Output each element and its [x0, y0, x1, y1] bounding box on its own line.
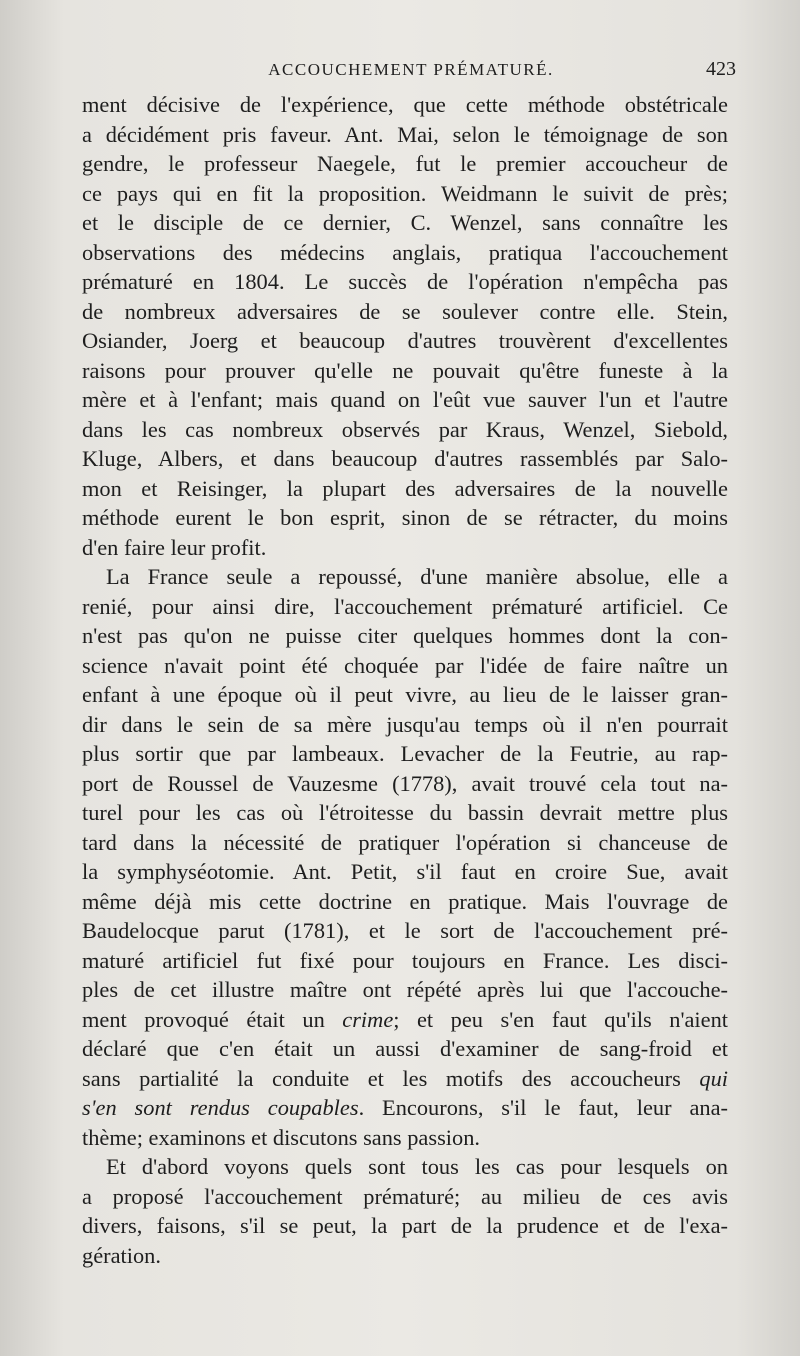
- italic-text: qui: [699, 1065, 728, 1091]
- text-line: d'en faire leur profit.: [82, 534, 267, 560]
- text-line: tard dans la nécessité de pratiquer l'opération si chanceuse de: [82, 829, 728, 855]
- text-line: sans partialité la conduite et les motifs des accoucheurs qui: [82, 1065, 728, 1091]
- text-line: maturé artificiel fut fixé pour toujours en France. Les disci-: [82, 947, 728, 973]
- text-line: et le disciple de ce dernier, C. Wenzel, sans connaître les: [82, 210, 728, 235]
- text-line: Baudelocque parut (1781), et le sort de l'accouchement pré-: [82, 918, 728, 943]
- text-line: a proposé l'accouchement prématuré; au milieu de ces avis: [82, 1183, 728, 1209]
- text-line: observations des médecins anglais, pratiqua l'accouchement: [82, 239, 728, 265]
- text-line: gendre, le professeur Naegele, fut le premier accoucheur de: [82, 151, 728, 176]
- text-line: port de Roussel de Vauzesme (1778), avait trouvé cela tout na-: [82, 770, 728, 796]
- page-number: 423: [706, 58, 736, 80]
- text-line: mère et à l'enfant; mais quand on l'eût vue sauver l'un et l'autre: [82, 387, 728, 412]
- text-line: enfant à une époque où il peut vivre, au lieu de le laisser gran-: [82, 682, 728, 707]
- text-line: la symphyséotomie. Ant. Petit, s'il faut en croire Sue, avait: [82, 859, 728, 884]
- italic-text: s'en sont rendus coupables: [82, 1095, 359, 1120]
- text-line: thème; examinons et discutons sans passion.: [82, 1124, 481, 1150]
- text-line: ples de cet illustre maître ont répété après lui que l'accouche-: [82, 977, 728, 1002]
- text-line: s'en sont rendus coupables. Encourons, s'il le faut, leur ana-: [82, 1095, 728, 1120]
- text-line: même déjà mis cette doctrine en pratique. Mais l'ouvrage de: [82, 888, 728, 914]
- text-line: renié, pour ainsi dire, l'accouchement prématuré artificiel. Ce: [82, 593, 728, 619]
- running-head: ACCOUCHEMENT PRÉMATURÉ.: [268, 60, 554, 79]
- text-line: ment provoqué était un crime; et peu s'en faut qu'ils n'aient: [82, 1006, 728, 1032]
- text-line: ment décisive de l'expérience, que cette méthode obstétricale: [82, 92, 728, 117]
- text-line: a décidément pris faveur. Ant. Mai, selon le témoignage de son: [82, 121, 728, 147]
- text-line: mon et Reisinger, la plupart des adversaires de la nouvelle: [82, 475, 728, 501]
- text-line: Et d'abord voyons quels sont tous les cas pour lesquels on: [106, 1154, 728, 1179]
- text-line: prématuré en 1804. Le succès de l'opération n'empêcha pas: [82, 269, 728, 294]
- text-line: science n'avait point été choquée par l'idée de faire naître un: [82, 652, 728, 678]
- text-line: Kluge, Albers, et dans beaucoup d'autres rassemblés par Salo-: [82, 446, 728, 471]
- text-line: La France seule a repoussé, d'une manière absolue, elle a: [106, 564, 728, 589]
- text-line: plus sortir que par lambeaux. Levacher de la Feutrie, au rap-: [82, 741, 728, 766]
- text-line: gération.: [82, 1242, 161, 1268]
- text-line: raisons pour prouver qu'elle ne pouvait qu'être funeste à la: [82, 357, 728, 383]
- text-line: dans les cas nombreux observés par Kraus, Wenzel, Siebold,: [82, 416, 728, 442]
- body-text: [82, 90, 728, 1270]
- text-line: de nombreux adversaires de se soulever contre elle. Stein,: [82, 298, 728, 324]
- text-line: n'est pas qu'on ne puisse citer quelques hommes dont la con-: [82, 623, 728, 648]
- text-line: ce pays qui en fit la proposition. Weidmann le suivit de près;: [82, 180, 728, 206]
- text-line: divers, faisons, s'il se peut, la part de la prudence et de l'exa-: [82, 1213, 728, 1238]
- text-line: méthode eurent le bon esprit, sinon de se rétracter, du moins: [82, 505, 728, 530]
- text-line: déclaré que c'en était un aussi d'examiner de sang-froid et: [82, 1036, 728, 1061]
- text-line: dir dans le sein de sa mère jusqu'au temps où il n'en pourrait: [82, 711, 728, 737]
- text-line: turel pour les cas où l'étroitesse du bassin devrait mettre plus: [82, 800, 728, 825]
- italic-text: crime: [342, 1006, 394, 1032]
- page-header: [86, 58, 736, 86]
- text-line: Osiander, Joerg et beaucoup d'autres trouvèrent d'excellentes: [82, 328, 728, 353]
